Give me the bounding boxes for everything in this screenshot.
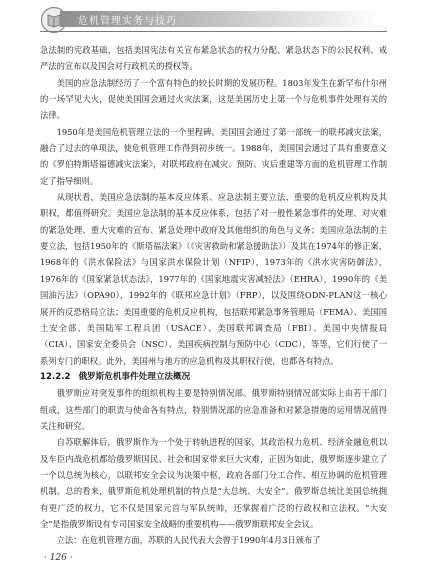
- paragraph: 自苏联解体后，俄罗斯作为一个处于转轨进程的国家，其政治权力危机、经济金融危机以及车臣内战危机都给俄罗斯国民、社会和国家带来巨大灾难，正因为如此，俄罗斯逐步建立了一个以总统为核心，以联邦安全会议为决策中枢，政府各部门分工合作、相互协调的危机管理机制。总的看来，俄罗斯危机处理机制的特点是“大总统、大安全”。俄罗斯总统比美国总统拥有更广泛的权力，它不仅是国家元首与军队统帅，还掌握着广泛的行政权和立法权。“大安全”是指俄罗斯设有专司国家安全战略的重要机构——俄罗斯联邦安全会议。: [40, 437, 387, 529]
- section-title: 俄罗斯危机事件处理立法概况: [78, 371, 191, 382]
- page-body: [40, 42, 387, 549]
- running-header: [0, 0, 427, 46]
- paragraph: 1950年是美国危机管理立法的一个里程碑。美国国会通过了第一部统一的联邦减灾法案，融合了过去的单项法，使危机管理工作得到初步统一。1988年，美国国会通过了具有重要意义的《罗伯特斯塔福德减灾法案》，对联邦政府在减灾、预防、灾后重建等方面的危机管理工作制定了指导细则。: [40, 126, 387, 186]
- paragraph: 急法制的宪政基础，包括美国宪法有关宣布紧急状态的权力分配、紧急状态下的公民权利、戒严法的宣布以及国会对行政机关的授权等。: [40, 45, 387, 72]
- page-number: · 126 ·: [44, 553, 73, 563]
- paragraph: 美国的应急法制经历了一个富有特色的较长时期的发展历程。1803年发生在新罕布什尔州的一场罕见大火，促使美国国会通过火灾法案，这是美国历史上第一个与危机事件处理有关的法律。: [40, 77, 387, 121]
- paragraph: 从现状看，美国应急法制的基本反应体系、应急法制主要立法、重要的危机反应机构及其职权，都值得研究。美国应急法制的基本反应体系，包括了对一般性紧急事件的处理、对灾难的紧急处理、重大灾难的宣布、紧急处理中政府及其他组织的角色与义务；美国应急法制的主要立法，包括1950年的《斯塔福法案》（《灾害救助和紧急援助法》）及其在1974年的修正案，1968年的《洪水保险法》与国家洪水保险计划（NFIP），1973年的《洪水灾害防御法》，1976年的《国家紧急状态法》，1977年的《国家地震灾害减轻法》（EHRA），1990年的《美国油污法》（OPA90），1992年的《联邦应急计划》（FRP），以及围绕ODN-PLAN这一核心展开的反恐格局立法；美国重要的危机反应机构，包括联邦紧急事务管理局（FEMA）、美国国土安全部、美国陆军工程兵团（USACE）、美国联邦调查局（FBI）、美国中央情报局（CIA）、国家安全委员会（NSC）、美国疾病控制与预防中心（CDC），等等，它们行使了一系列专门的职权。此外，美国州与地方的应急机构及其职权行使，也都各有特点。: [40, 192, 387, 366]
- header-rule: [40, 31, 387, 32]
- paragraph: 立法：在危机管理方面，苏联的人民代表大会曾于1990年4月3日颁布了: [56, 535, 321, 546]
- book-title: 危机管理实务与技巧: [78, 16, 177, 27]
- section-heading: [40, 369, 387, 385]
- section-number: 12.2.2: [40, 371, 71, 382]
- paragraph: 俄罗斯应对突发事件的组织机构主要是特别情况部。俄罗斯特别情况部实际上由若干部门组成，这些部门的职责与使命各有特点，特别情况部的应急准备和对紧急措施的运用情况值得关注和研究。: [40, 388, 387, 431]
